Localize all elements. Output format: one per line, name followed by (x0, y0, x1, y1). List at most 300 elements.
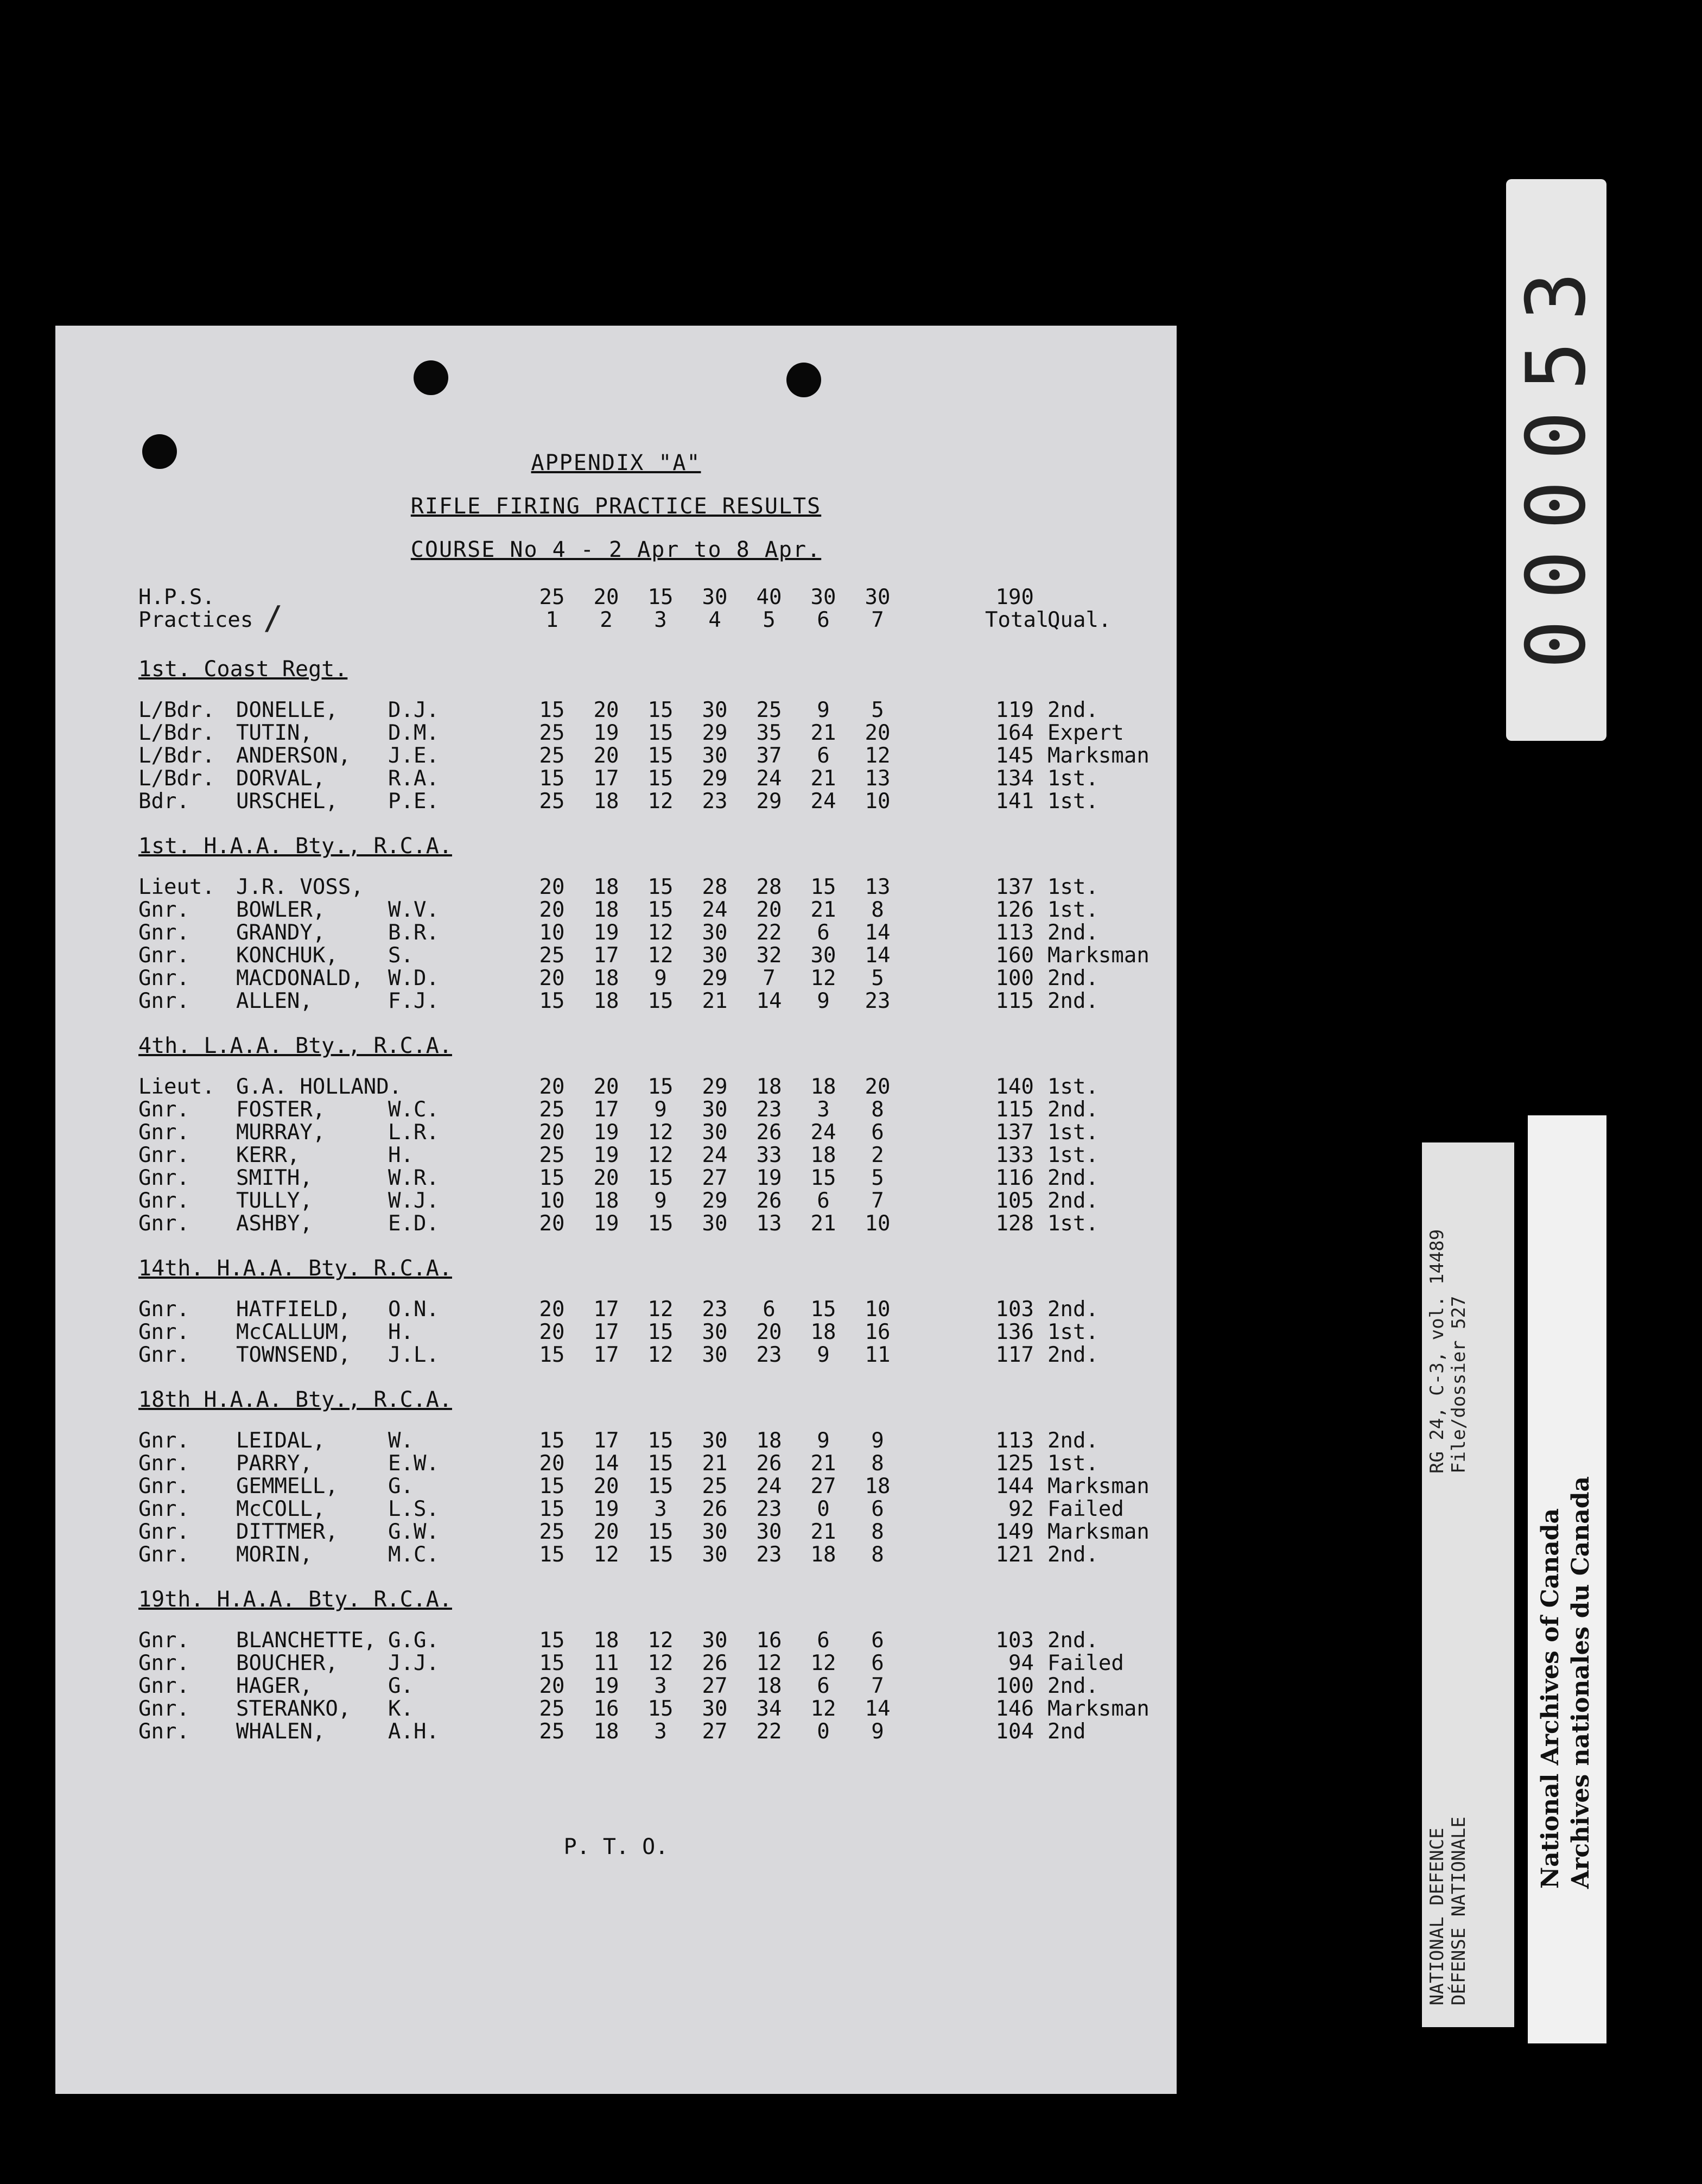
hps-value: 15 (647, 585, 674, 610)
practice-score: 24 (756, 766, 782, 791)
qualification: Marksman (1047, 1697, 1150, 1721)
initials: L.R. (388, 1120, 439, 1145)
practice-score: 9 (654, 966, 667, 991)
initials: W. (388, 1429, 414, 1453)
practice-score: 30 (702, 1520, 728, 1544)
total-score: 126 (995, 898, 1034, 922)
practice-score: 26 (756, 1189, 782, 1213)
rank: Gnr. (138, 1674, 189, 1698)
practice-score: 8 (871, 898, 884, 922)
practice-score: 20 (593, 1474, 619, 1499)
total-score: 100 (995, 966, 1034, 991)
practice-score: 12 (865, 744, 891, 768)
practice-score: 10 (539, 920, 565, 945)
practice-score: 32 (756, 943, 782, 968)
rank: Gnr. (138, 920, 189, 945)
practice-score: 21 (810, 1520, 836, 1544)
practice-score: 15 (647, 1474, 674, 1499)
initials: F.J. (388, 989, 439, 1013)
rank: Gnr. (138, 1520, 189, 1544)
practice-score: 30 (810, 943, 836, 968)
hps-value: 20 (593, 585, 619, 610)
section-title: 18th H.A.A. Bty., R.C.A. (138, 1387, 452, 1412)
practice-score: 30 (702, 1097, 728, 1122)
total-score: 160 (995, 943, 1034, 968)
practice-score: 24 (702, 1143, 728, 1167)
practice-score: 15 (647, 1166, 674, 1190)
practice-score: 15 (647, 744, 674, 768)
practice-score: 15 (647, 1320, 674, 1344)
practice-score: 12 (810, 1697, 836, 1721)
total-score: 119 (995, 698, 1034, 722)
practice-score: 16 (865, 1320, 891, 1344)
practice-score: 6 (871, 1120, 884, 1145)
practice-score: 12 (810, 1651, 836, 1675)
total-score: 121 (995, 1542, 1034, 1567)
total-score: 134 (995, 766, 1034, 791)
practice-score: 15 (539, 698, 565, 722)
practice-score: 8 (871, 1097, 884, 1122)
practice-score: 20 (539, 1451, 565, 1476)
total-score: 100 (995, 1674, 1034, 1698)
practice-score: 20 (539, 898, 565, 922)
practice-score: 10 (865, 1211, 891, 1236)
archives-label (1528, 1115, 1606, 2043)
initials: G. (388, 1674, 414, 1698)
practice-score: 15 (539, 766, 565, 791)
punch-hole (414, 360, 448, 395)
practice-score: 6 (817, 1674, 830, 1698)
practice-score: 20 (539, 875, 565, 899)
surname: FOSTER, (236, 1097, 326, 1122)
margin-mark: / (263, 599, 283, 637)
practice-score: 30 (702, 1628, 728, 1653)
practice-score: 5 (871, 1166, 884, 1190)
practice-score: 18 (810, 1320, 836, 1344)
practice-score: 17 (593, 943, 619, 968)
rank: Gnr. (138, 1166, 189, 1190)
practice-score: 17 (593, 766, 619, 791)
practice-score: 24 (810, 1120, 836, 1145)
department-name: NATIONAL DEFENCE DÉFENSE NATIONALE (1426, 1817, 1470, 2005)
practice-number: 5 (763, 608, 776, 632)
surname: DORVAL, (236, 766, 326, 791)
practice-score: 5 (871, 966, 884, 991)
practice-score: 12 (647, 943, 674, 968)
practice-score: 18 (810, 1143, 836, 1167)
practice-score: 12 (647, 1297, 674, 1322)
practice-number: 2 (600, 608, 613, 632)
surname: DONELLE, (236, 698, 338, 722)
surname: ANDERSON, (236, 744, 351, 768)
practice-score: 21 (810, 898, 836, 922)
surname: J.R. VOSS, (236, 875, 364, 899)
practice-score: 19 (593, 1120, 619, 1145)
qualification: 2nd. (1047, 1189, 1098, 1213)
qualification: 1st. (1047, 898, 1098, 922)
initials: L.S. (388, 1497, 439, 1521)
initials: H. (388, 1320, 414, 1344)
surname: SMITH, (236, 1166, 313, 1190)
practice-score: 12 (647, 920, 674, 945)
practice-number: 4 (708, 608, 721, 632)
practice-score: 15 (647, 1451, 674, 1476)
practice-score: 29 (702, 721, 728, 745)
practice-score: 18 (756, 1429, 782, 1453)
practice-score: 25 (539, 1097, 565, 1122)
qualification: 2nd. (1047, 1166, 1098, 1190)
frame-number-label (1506, 179, 1606, 741)
total-score: 144 (995, 1474, 1034, 1499)
practice-number: 6 (817, 608, 830, 632)
practice-score: 15 (647, 1542, 674, 1567)
practice-score: 19 (593, 1674, 619, 1698)
practice-score: 0 (817, 1497, 830, 1521)
practice-score: 17 (593, 1429, 619, 1453)
rank: Gnr. (138, 1542, 189, 1567)
practice-score: 30 (702, 1697, 728, 1721)
surname: PARRY, (236, 1451, 313, 1476)
practice-score: 37 (756, 744, 782, 768)
total-score: 140 (995, 1075, 1034, 1099)
rank: Gnr. (138, 1497, 189, 1521)
rank: Gnr. (138, 1211, 189, 1236)
practice-score: 3 (654, 1719, 667, 1744)
practice-score: 6 (817, 920, 830, 945)
practice-score: 15 (539, 1651, 565, 1675)
total-score: 149 (995, 1520, 1034, 1544)
practice-score: 29 (702, 1189, 728, 1213)
hps-total: 190 (995, 585, 1034, 610)
qualification: 2nd. (1047, 1429, 1098, 1453)
practice-score: 8 (871, 1451, 884, 1476)
practice-score: 25 (539, 744, 565, 768)
practice-score: 9 (817, 1429, 830, 1453)
practice-score: 3 (817, 1097, 830, 1122)
practice-score: 5 (871, 698, 884, 722)
practice-score: 23 (756, 1343, 782, 1367)
practice-score: 23 (702, 789, 728, 814)
qualification: 1st. (1047, 1143, 1098, 1167)
practice-score: 20 (865, 1075, 891, 1099)
surname: URSCHEL, (236, 789, 338, 814)
practice-score: 12 (647, 1628, 674, 1653)
practice-score: 26 (702, 1497, 728, 1521)
qualification: 2nd. (1047, 1297, 1098, 1322)
qualification: Marksman (1047, 744, 1150, 768)
rank: Gnr. (138, 1343, 189, 1367)
practice-score: 17 (593, 1343, 619, 1367)
rank: Gnr. (138, 1719, 189, 1744)
initials: P.E. (388, 789, 439, 814)
practice-score: 15 (539, 1542, 565, 1567)
rank: Gnr. (138, 1651, 189, 1675)
practice-score: 22 (756, 1719, 782, 1744)
practice-score: 30 (702, 1429, 728, 1453)
practice-score: 20 (539, 1320, 565, 1344)
punch-hole (786, 363, 821, 397)
practice-score: 30 (702, 943, 728, 968)
practice-score: 19 (593, 721, 619, 745)
practice-score: 27 (810, 1474, 836, 1499)
qualification: 1st. (1047, 875, 1098, 899)
section-title: 1st. H.A.A. Bty., R.C.A. (138, 834, 452, 859)
archives-name-en: National Archives of Canada (1536, 1508, 1564, 1889)
surname: WHALEN, (236, 1719, 326, 1744)
practice-score: 6 (817, 1189, 830, 1213)
rank: L/Bdr. (138, 698, 215, 722)
total-score: 105 (995, 1189, 1034, 1213)
practice-score: 30 (702, 744, 728, 768)
rank: Lieut. (138, 1075, 215, 1099)
hps-label: H.P.S. (138, 585, 215, 610)
practice-score: 3 (654, 1674, 667, 1698)
practice-score: 19 (593, 1143, 619, 1167)
practice-score: 14 (593, 1451, 619, 1476)
practice-score: 12 (647, 1143, 674, 1167)
surname: BOUCHER, (236, 1651, 338, 1675)
qualification: 1st. (1047, 1211, 1098, 1236)
total-score: 133 (995, 1143, 1034, 1167)
practice-score: 18 (593, 1189, 619, 1213)
rank: Bdr. (138, 789, 189, 814)
practice-score: 25 (539, 1719, 565, 1744)
qualification: 2nd. (1047, 1628, 1098, 1653)
surname: TUTIN, (236, 721, 313, 745)
practice-score: 12 (647, 1343, 674, 1367)
practice-score: 22 (756, 920, 782, 945)
total-label: Total (985, 608, 1049, 632)
surname: GRANDY, (236, 920, 326, 945)
initials: J.J. (388, 1651, 439, 1675)
practice-score: 9 (871, 1429, 884, 1453)
practice-score: 10 (539, 1189, 565, 1213)
practice-score: 29 (702, 966, 728, 991)
practice-score: 15 (647, 875, 674, 899)
practice-score: 15 (539, 1429, 565, 1453)
practice-score: 28 (702, 875, 728, 899)
practice-score: 20 (539, 1075, 565, 1099)
practice-score: 11 (593, 1651, 619, 1675)
qualification: Marksman (1047, 1474, 1150, 1499)
practice-score: 30 (702, 1211, 728, 1236)
practice-score: 20 (539, 1297, 565, 1322)
practice-score: 15 (647, 698, 674, 722)
section-title: 4th. L.A.A. Bty., R.C.A. (138, 1033, 452, 1058)
practice-score: 16 (756, 1628, 782, 1653)
practice-score: 21 (702, 1451, 728, 1476)
rank: Gnr. (138, 1429, 189, 1453)
initials: B.R. (388, 920, 439, 945)
practice-score: 11 (865, 1343, 891, 1367)
practice-score: 14 (865, 1697, 891, 1721)
total-score: 103 (995, 1628, 1034, 1653)
practice-score: 15 (647, 721, 674, 745)
hps-value: 30 (702, 585, 728, 610)
practice-score: 30 (702, 1120, 728, 1145)
practice-score: 25 (539, 1520, 565, 1544)
surname: HAGER, (236, 1674, 313, 1698)
rank: L/Bdr. (138, 721, 215, 745)
practice-score: 20 (756, 898, 782, 922)
practice-score: 7 (871, 1189, 884, 1213)
qualification: 2nd. (1047, 989, 1098, 1013)
practice-score: 26 (756, 1451, 782, 1476)
practice-score: 18 (810, 1542, 836, 1567)
initials: J.E. (388, 744, 439, 768)
total-score: 115 (995, 1097, 1034, 1122)
practice-score: 20 (539, 1674, 565, 1698)
qualification: 2nd. (1047, 966, 1098, 991)
surname: HATFIELD, (236, 1297, 351, 1322)
qualification: Failed (1047, 1497, 1124, 1521)
total-score: 115 (995, 989, 1034, 1013)
initials: D.J. (388, 698, 439, 722)
total-score: 128 (995, 1211, 1034, 1236)
section-title: 1st. Coast Regt. (138, 657, 348, 682)
practice-score: 9 (817, 989, 830, 1013)
practice-score: 21 (810, 1211, 836, 1236)
initials: E.W. (388, 1451, 439, 1476)
total-score: 137 (995, 1120, 1034, 1145)
practice-score: 15 (539, 1497, 565, 1521)
practice-score: 15 (539, 1628, 565, 1653)
initials: W.J. (388, 1189, 439, 1213)
practice-score: 9 (817, 698, 830, 722)
practice-score: 15 (647, 1075, 674, 1099)
surname: McCALLUM, (236, 1320, 351, 1344)
practice-score: 27 (702, 1674, 728, 1698)
rank: Gnr. (138, 1697, 189, 1721)
practice-score: 20 (539, 1120, 565, 1145)
surname: KONCHUK, (236, 943, 338, 968)
qualification: Expert (1047, 721, 1124, 745)
initials: E.D. (388, 1211, 439, 1236)
qualification: 1st. (1047, 789, 1098, 814)
practice-score: 25 (539, 943, 565, 968)
practice-score: 17 (593, 1297, 619, 1322)
initials: W.V. (388, 898, 439, 922)
initials: S. (388, 943, 414, 968)
initials: R.A. (388, 766, 439, 791)
practice-score: 15 (647, 898, 674, 922)
qual-label: Qual. (1047, 608, 1112, 632)
initials: O.N. (388, 1297, 439, 1322)
total-score: 92 (1008, 1497, 1034, 1521)
total-score: 113 (995, 1429, 1034, 1453)
initials: W.C. (388, 1097, 439, 1122)
surname: GEMMELL, (236, 1474, 338, 1499)
practice-score: 20 (593, 1075, 619, 1099)
qualification: 2nd. (1047, 1674, 1098, 1698)
practice-score: 15 (539, 1166, 565, 1190)
practice-score: 30 (702, 1542, 728, 1567)
surname: STERANKO, (236, 1697, 351, 1721)
practice-score: 18 (756, 1075, 782, 1099)
section-title: 19th. H.A.A. Bty. R.C.A. (138, 1587, 452, 1612)
total-score: 145 (995, 744, 1034, 768)
qualification: Marksman (1047, 1520, 1150, 1544)
surname: BOWLER, (236, 898, 326, 922)
practice-score: 15 (810, 1297, 836, 1322)
practice-score: 8 (871, 1542, 884, 1567)
practice-score: 13 (865, 766, 891, 791)
practice-score: 30 (702, 1320, 728, 1344)
practice-score: 17 (593, 1097, 619, 1122)
total-score: 137 (995, 875, 1034, 899)
practice-score: 15 (810, 1166, 836, 1190)
practice-score: 12 (647, 1120, 674, 1145)
practice-score: 7 (763, 966, 776, 991)
department-label (1422, 1142, 1514, 2027)
archive-reference: RG 24, C-3, vol. 14489 File/dossier 527 (1426, 1229, 1470, 1474)
qualification: 2nd. (1047, 698, 1098, 722)
hps-value: 30 (810, 585, 836, 610)
practice-score: 14 (756, 989, 782, 1013)
practice-score: 15 (647, 1697, 674, 1721)
qualification: 1st. (1047, 1120, 1098, 1145)
archives-name-fr: Archives nationales du Canada (1567, 1476, 1595, 1889)
surname: MORIN, (236, 1542, 313, 1567)
total-score: 146 (995, 1697, 1034, 1721)
document-page (55, 326, 1177, 2094)
practice-score: 24 (702, 898, 728, 922)
rank: Gnr. (138, 943, 189, 968)
rank: Gnr. (138, 1189, 189, 1213)
total-score: 104 (995, 1719, 1034, 1744)
practice-score: 12 (593, 1542, 619, 1567)
practice-score: 25 (539, 721, 565, 745)
total-score: 136 (995, 1320, 1034, 1344)
practice-score: 20 (539, 1211, 565, 1236)
practice-number: 1 (545, 608, 558, 632)
practice-score: 18 (865, 1474, 891, 1499)
practice-number: 7 (871, 608, 884, 632)
total-score: 103 (995, 1297, 1034, 1322)
hps-value: 30 (865, 585, 891, 610)
practice-score: 34 (756, 1697, 782, 1721)
rank: Gnr. (138, 898, 189, 922)
practice-score: 30 (756, 1520, 782, 1544)
practice-score: 25 (539, 1697, 565, 1721)
practice-score: 13 (756, 1211, 782, 1236)
rank: Gnr. (138, 966, 189, 991)
practice-score: 27 (702, 1166, 728, 1190)
practice-score: 15 (539, 989, 565, 1013)
practice-score: 9 (817, 1343, 830, 1367)
surname: ASHBY, (236, 1211, 313, 1236)
total-score: 117 (995, 1343, 1034, 1367)
qualification: 1st. (1047, 1320, 1098, 1344)
initials: G.G. (388, 1628, 439, 1653)
practice-score: 25 (702, 1474, 728, 1499)
practice-score: 18 (593, 1628, 619, 1653)
practice-score: 23 (756, 1097, 782, 1122)
practice-score: 20 (865, 721, 891, 745)
total-score: 116 (995, 1166, 1034, 1190)
qualification: Failed (1047, 1651, 1124, 1675)
practice-score: 13 (865, 875, 891, 899)
practice-score: 7 (871, 1674, 884, 1698)
rank: Gnr. (138, 989, 189, 1013)
practice-score: 6 (871, 1628, 884, 1653)
practice-score: 0 (817, 1719, 830, 1744)
qualification: 1st. (1047, 1451, 1098, 1476)
qualification: 2nd. (1047, 1343, 1098, 1367)
practice-score: 15 (647, 1211, 674, 1236)
rank: L/Bdr. (138, 766, 215, 791)
practice-score: 35 (756, 721, 782, 745)
